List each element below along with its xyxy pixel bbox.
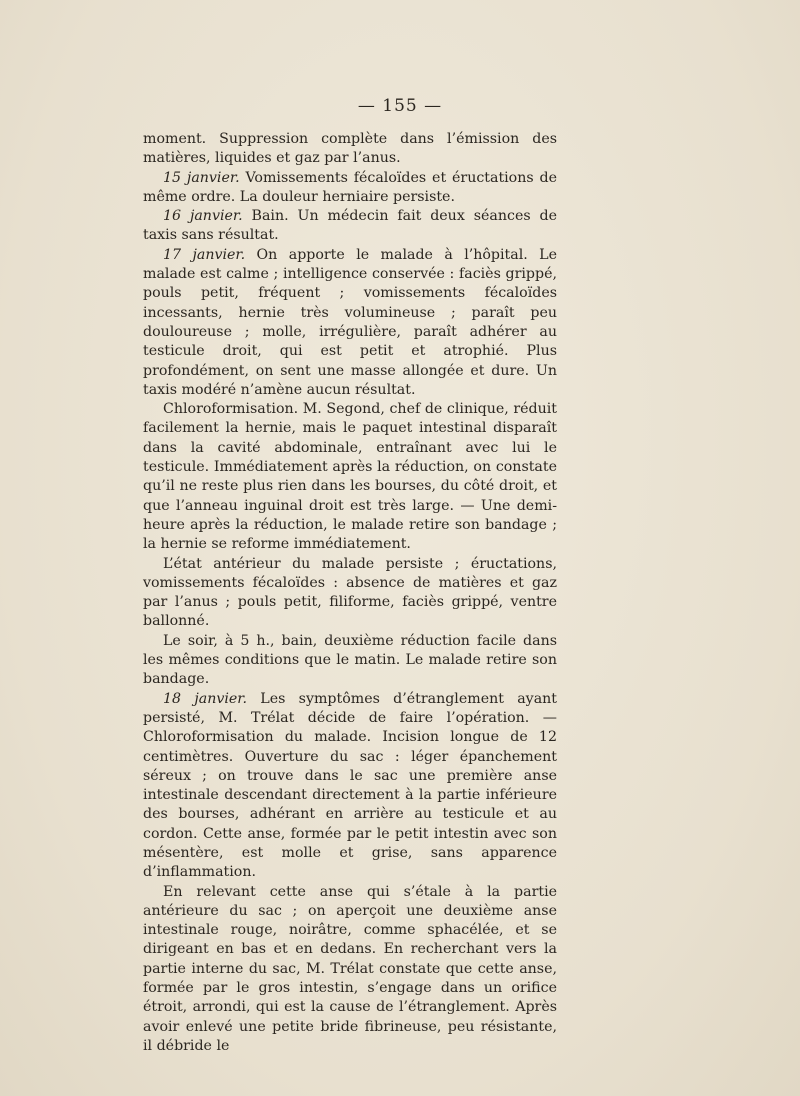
paragraph: moment. Suppression complète dans l’émission des matières, liquides et gaz par l’anus. bbox=[143, 131, 557, 167]
date-label: 15 janvier. bbox=[163, 169, 240, 186]
paragraph: Le soir, à 5 h., bain, deuxième réduction facile dans les mêmes conditions que le matin. Le malade retire son bandage. bbox=[143, 632, 557, 688]
paragraph: 17 janvier. On apporte le malade à l’hôpital. Le malade est calme ; intelligence conservée : faciès grippé, pouls petit, fréquent ; vomissements fécaloïdes incessants, hernie très volumineuse ; paraît peu douloureuse ; molle, irrégulière, paraît adhérer au testicule droit, qui est petit et atrophié. Plus profondément, on sent une masse allongée et dure. Un taxis modéré n’amène aucun résultat. bbox=[143, 246, 557, 398]
paragraph: 16 janvier. Bain. Un médecin fait deux séances de taxis sans résultat. bbox=[143, 208, 557, 244]
paragraph: L’état antérieur du malade persiste ; éructations, vomissements fécaloïdes : absence de matières et gaz par l’anus ; pouls petit, filiforme, faciès grippé, ventre ballonné. bbox=[143, 555, 557, 630]
paragraph: Chloroformisation. M. Segond, chef de clinique, réduit facilement la hernie, mais le paquet intestinal disparaît dans la cavité abdominale, entraînant avec lui le testicule. Immédiatement après la réduction, on constate qu’il ne reste plus rien dans les bourses, du côté droit, et que l’anneau inguinal droit est très large. — Une demi-heure après la réduction, le malade retire son bandage ; la hernie se reforme immédiatement. bbox=[143, 401, 557, 553]
paragraph: En relevant cette anse qui s’étale à la partie antérieure du sac ; on aperçoit une deuxième anse intestinale rouge, noirâtre, comme sphacélée, et se dirigeant en bas et en dedans. En recherchant vers la partie interne du sac, M. Trélat constate que cette anse, formée par le gros intestin, s’engage dans un orifice étroit, arrondi, qui est la cause de l’étranglement. Après avoir enlevé une petite bride fibrineuse, peu résistante, il débride le bbox=[143, 883, 557, 1054]
date-label: 18 janvier. bbox=[163, 690, 248, 707]
body-text bbox=[143, 130, 557, 1056]
date-label: 17 janvier. bbox=[163, 246, 246, 263]
date-label: 16 janvier. bbox=[163, 208, 243, 225]
page-number: — 155 — bbox=[357, 96, 443, 116]
paragraph: 18 janvier. Les symptômes d’étranglement ayant persisté, M. Trélat décide de faire l’opération. — Chloroformisation du malade. Incision longue de 12 centimètres. Ouverture du sac : léger épanchement séreux ; on trouve dans le sac une première anse intestinale descendant directement à la partie inférieure des bourses, adhérant en arrière au testicule et au cordon. Cette anse, formée par le petit intestin avec son mésentère, est molle et grise, sans apparence d’inflammation. bbox=[143, 690, 557, 881]
paragraph: 15 janvier. Vomissements fécaloïdes et éructations de même ordre. La douleur herniaire persiste. bbox=[143, 169, 557, 205]
